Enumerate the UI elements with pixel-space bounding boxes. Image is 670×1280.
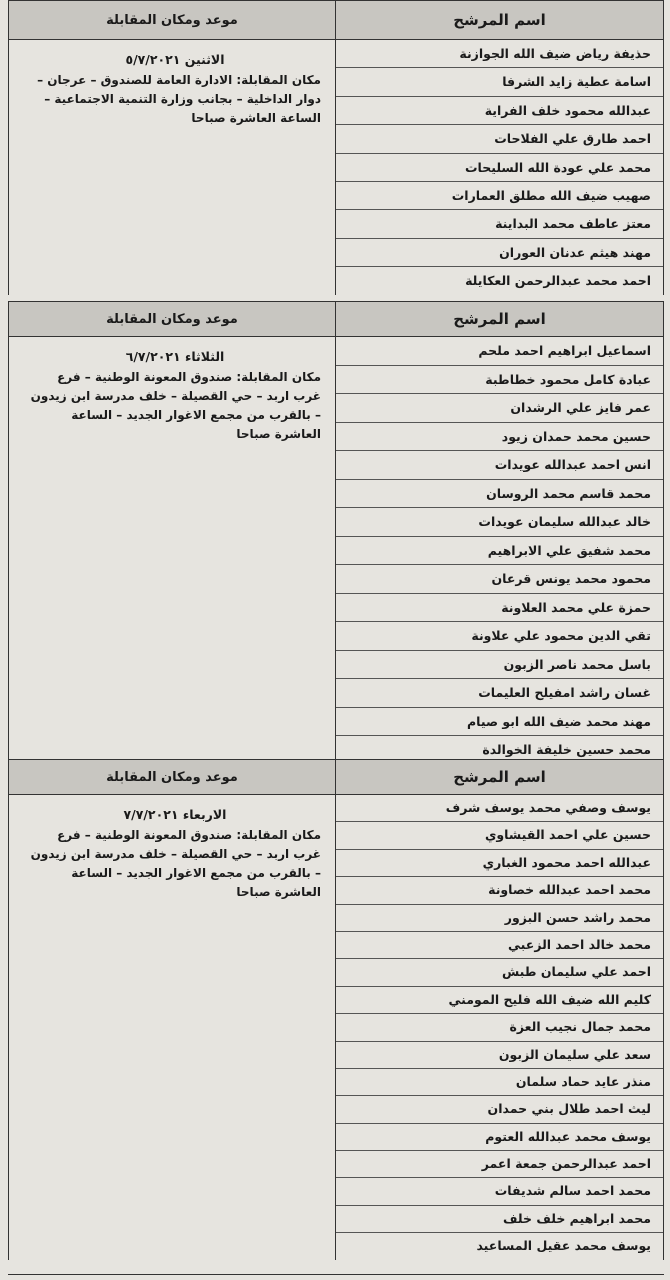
interview-date: الاثنين ٥/٧/٢٠٢١ — [125, 52, 225, 67]
candidate-name: احمد طارق علي الفلاحات — [336, 125, 663, 153]
candidate-name: منذر عايد حماد سلمان — [336, 1069, 663, 1096]
candidate-name: معتز عاطف محمد البداينة — [336, 210, 663, 238]
interview-location: مكان المقابلة: الادارة العامة للصندوق – عرجان – دوار الداخلية – بجانب وزارة التنمية الاجتماعية – الساعة العاشرة صباحا — [37, 73, 321, 125]
candidate-name: عبدالله محمود خلف الفراية — [336, 97, 663, 125]
candidate-name: يوسف محمد عبدالله العتوم — [336, 1124, 663, 1151]
candidate-name: ليث احمد طلال بني حمدان — [336, 1096, 663, 1123]
interview-time-place-header: موعد ومكان المقابلة — [106, 12, 238, 28]
candidate-name: محمد ابراهيم خلف خلف — [336, 1206, 663, 1233]
candidate-name: احمد عبدالرحمن جمعة اعمر — [336, 1151, 663, 1178]
candidate-name-header: اسم المرشح — [335, 1, 663, 39]
candidate-name: حمزة علي محمد العلاونة — [336, 594, 663, 623]
candidate-name: محمد قاسم محمد الروسان — [336, 480, 663, 509]
candidate-name: مهند هيثم عدنان العوران — [336, 239, 663, 267]
candidate-name: كليم الله ضيف الله فليح المومني — [336, 987, 663, 1014]
candidate-name: يوسف وصفي محمد يوسف شرف — [336, 795, 663, 822]
table-bottom-border — [8, 1274, 664, 1275]
section-header — [9, 759, 663, 795]
candidate-name: محمود محمد يونس قرعان — [336, 565, 663, 594]
candidate-name: محمد جمال نجيب العزة — [336, 1014, 663, 1041]
candidate-name: حسين علي احمد القيشاوي — [336, 822, 663, 849]
candidate-name: حذيفة رياض ضيف الله الجوازنة — [336, 40, 663, 68]
candidate-name: صهيب ضيف الله مطلق العمارات — [336, 182, 663, 210]
candidate-list — [335, 337, 663, 764]
candidate-name: عمر فايز علي الرشدان — [336, 394, 663, 423]
interview-time-place-header: موعد ومكان المقابلة — [106, 311, 238, 327]
candidate-name: خالد عبدالله سليمان عويدات — [336, 508, 663, 537]
candidate-name: محمد احمد عبدالله خصاونة — [336, 877, 663, 904]
candidate-name: محمد خالد احمد الزعبي — [336, 932, 663, 959]
candidate-name: تقي الدين محمود علي علاونة — [336, 622, 663, 651]
candidate-name: حسين محمد حمدان زيود — [336, 423, 663, 452]
candidate-list — [335, 795, 663, 1260]
candidate-name: محمد علي عودة الله السليحات — [336, 154, 663, 182]
candidate-name: احمد محمد عبدالرحمن العكايلة — [465, 273, 651, 289]
section-header — [9, 301, 663, 337]
interview-location: مكان المقابلة: صندوق المعونة الوطنية – فرع غرب اربد – حي القصيلة – خلف مدرسة ابن زيدون – بالقرب من مجمع الاغوار الجديد – الساعة العاشرة صباحا — [30, 828, 321, 899]
interview-date: الثلاثاء ٦/٧/٢٠٢١ — [125, 349, 225, 364]
candidate-list — [335, 40, 663, 295]
candidate-name-header: اسم المرشح — [335, 302, 663, 336]
candidate-name: باسل محمد ناصر الزبون — [336, 651, 663, 680]
interview-location: مكان المقابلة: صندوق المعونة الوطنية – فرع غرب اربد – حي القصيلة – خلف مدرسة ابن زيدون – بالقرب من مجمع الاغوار الجديد – الساعة العاشرة صباحا — [30, 370, 321, 441]
interview-time-place-header: موعد ومكان المقابلة — [106, 769, 238, 785]
candidate-name: اسماعيل ابراهيم احمد ملحم — [336, 337, 663, 366]
candidate-name: محمد راشد حسن البزور — [336, 905, 663, 932]
schedule-section-wednesday — [8, 759, 664, 1260]
candidate-name: انس احمد عبدالله عويدات — [336, 451, 663, 480]
interview-info — [9, 795, 335, 1260]
interview-info — [9, 40, 335, 295]
candidate-name: احمد علي سليمان طبش — [336, 959, 663, 986]
schedule-section-tuesday — [8, 301, 664, 764]
candidate-name: مهند محمد ضيف الله ابو صيام — [336, 708, 663, 737]
candidate-name: سعد علي سليمان الزبون — [336, 1042, 663, 1069]
candidate-name: يوسف محمد عقيل المساعيد — [476, 1238, 651, 1254]
candidate-name: محمد احمد سالم شديفات — [336, 1178, 663, 1205]
candidate-name: عبادة كامل محمود خطاطبة — [336, 366, 663, 395]
interview-date: الاربعاء ٧/٧/٢٠٢١ — [123, 807, 227, 822]
section-header — [9, 0, 663, 40]
candidate-name: اسامة عطية زايد الشرفا — [336, 68, 663, 96]
candidate-name: محمد شفيق علي الابراهيم — [336, 537, 663, 566]
schedule-section-monday — [8, 0, 664, 295]
candidate-name: محمد حسين خليفة الخوالدة — [482, 742, 651, 757]
candidate-name: عبدالله احمد محمود الغباري — [336, 850, 663, 877]
interview-info — [9, 337, 335, 764]
candidate-name-header: اسم المرشح — [335, 760, 663, 794]
candidate-name: غسان راشد امفيلح العليمات — [336, 679, 663, 708]
